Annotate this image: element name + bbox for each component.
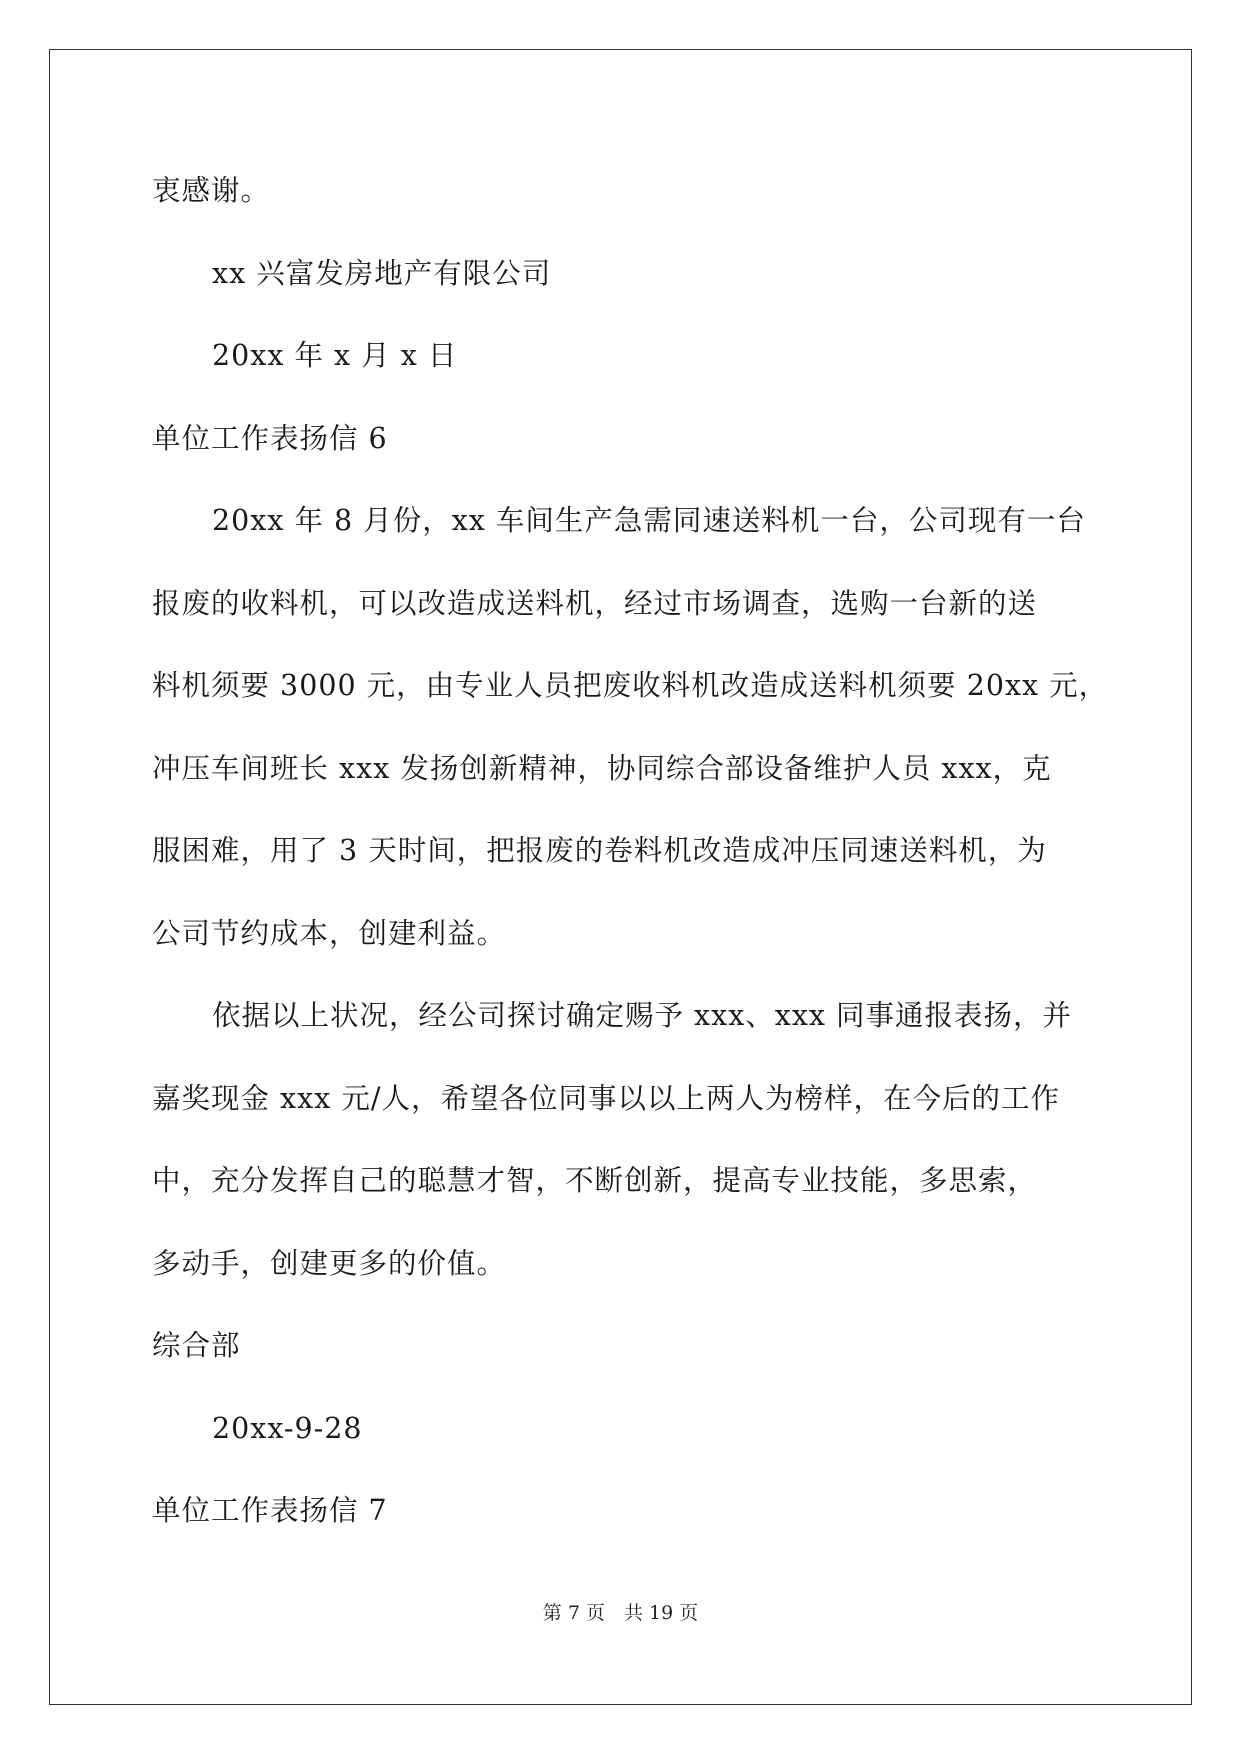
paragraph-line: 服困难，用了 3 天时间，把报废的卷料机改造成冲压同速送料机，为: [152, 834, 1047, 867]
signature-department: 综合部: [152, 1329, 241, 1362]
document-body: [152, 150, 1112, 1553]
paragraph-line: 依据以上状况，经公司探讨确定赐予 xxx、xxx 同事通报表扬，并: [212, 999, 1073, 1032]
paragraph-line: 中，充分发挥自己的聪慧才智，不断创新，提高专业技能，多思索，: [152, 1164, 1038, 1197]
signature-company: xx 兴富发房地产有限公司: [212, 256, 552, 290]
closing-line: 衷感谢。: [152, 174, 271, 207]
paragraph-line: 多动手，创建更多的价值。: [152, 1246, 507, 1280]
paragraph-line: 报废的收料机，可以改造成送料机，经过市场调查，选购一台新的送: [152, 586, 1038, 620]
paragraph-line: 料机须要 3000 元，由专业人员把废收料机改造成送料机须要 20xx 元，: [152, 669, 1109, 702]
section-heading-7: 单位工作表扬信 7: [152, 1494, 388, 1527]
signature-date: 20xx-9-28: [212, 1411, 363, 1445]
paragraph-line: 20xx 年 8 月份，xx 车间生产急需同速送料机一台，公司现有一台: [212, 504, 1086, 537]
paragraph-line: 冲压车间班长 xxx 发扬创新精神，协同综合部设备维护人员 xxx，克: [152, 751, 1052, 785]
paragraph-line: 嘉奖现金 xxx 元/人，希望各位同事以以上两人为榜样，在今后的工作: [152, 1081, 1060, 1115]
page-number-footer: 第 7 页 共 19 页: [542, 1602, 699, 1624]
section-heading-6: 单位工作表扬信 6: [152, 421, 388, 455]
paragraph-line: 公司节约成本，创建利益。: [152, 916, 507, 950]
signature-date: 20xx 年 x 月 x 日: [212, 339, 458, 372]
